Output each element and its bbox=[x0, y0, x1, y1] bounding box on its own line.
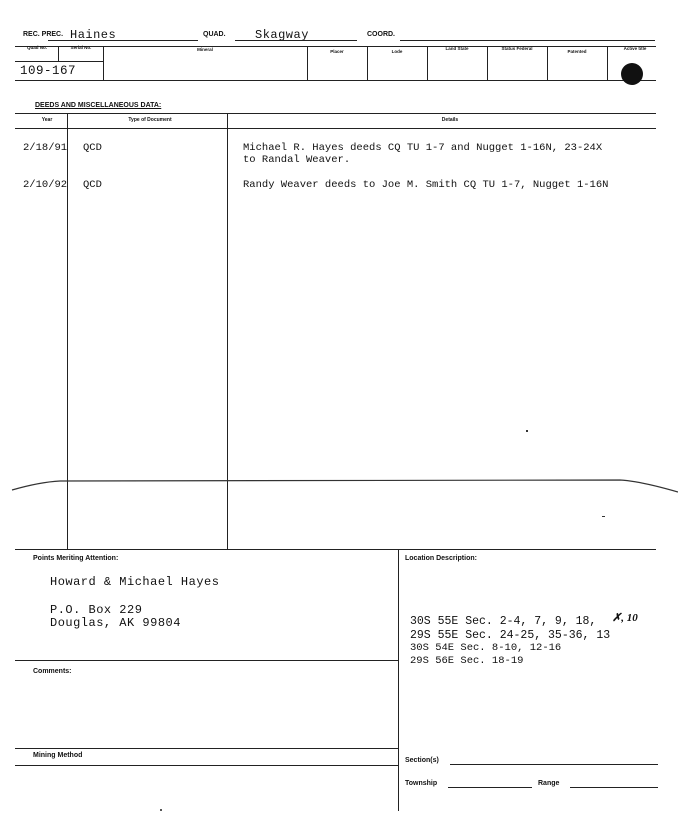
col-land-state: Land State bbox=[445, 46, 469, 51]
col-serial-no: Serial No. bbox=[70, 45, 92, 50]
mining-method-divider bbox=[15, 748, 398, 749]
header-grid-line bbox=[487, 46, 488, 80]
sections-underline bbox=[450, 764, 658, 765]
page-fold-line bbox=[0, 470, 678, 500]
rec-prec-underline bbox=[48, 40, 198, 41]
hole-punch-mark bbox=[621, 63, 643, 85]
rec-prec-value: Haines bbox=[70, 28, 117, 42]
deed-details-cont: to Randal Weaver. bbox=[243, 154, 351, 166]
speck bbox=[160, 809, 162, 811]
deed-details: Michael R. Hayes deeds CQ TU 1-7 and Nugget 1-16N, 23-24X bbox=[243, 142, 603, 154]
header-grid-bottom bbox=[15, 80, 656, 81]
quad-underline bbox=[235, 40, 357, 41]
deeds-header-bottom bbox=[15, 128, 656, 129]
deed-type: QCD bbox=[83, 179, 102, 191]
col-active-title: Active title bbox=[623, 46, 647, 51]
header-grid-line bbox=[307, 46, 308, 80]
location-line: 30S 55E Sec. 2-4, 7, 9, 18, bbox=[410, 615, 597, 628]
points-address-2: Douglas, AK 99804 bbox=[50, 616, 181, 630]
speck bbox=[602, 516, 605, 517]
location-line: 29S 55E Sec. 24-25, 35-36, 13 bbox=[410, 629, 611, 642]
deed-year: 2/18/91 bbox=[23, 142, 68, 154]
deeds-table-top bbox=[15, 113, 656, 114]
quad-label: QUAD. bbox=[203, 31, 226, 38]
header-grid-line bbox=[103, 46, 104, 80]
quad-serial-value: 109-167 bbox=[20, 64, 77, 78]
deeds-section-title: DEEDS AND MISCELLANEOUS DATA: bbox=[35, 102, 162, 109]
col-mineral: Mineral bbox=[197, 47, 213, 52]
header-grid-line bbox=[58, 46, 59, 61]
deed-details: Randy Weaver deeds to Joe M. Smith CQ TU 1-7, Nugget 1-16N bbox=[243, 179, 609, 191]
township-label: Township bbox=[405, 780, 438, 787]
col-year: Year bbox=[41, 117, 53, 123]
header-grid-line bbox=[15, 61, 103, 62]
range-underline bbox=[570, 787, 658, 788]
handwritten-addition: ✗, 10 bbox=[612, 612, 638, 624]
range-label: Range bbox=[538, 780, 560, 787]
bottom-col-divider bbox=[398, 549, 399, 811]
deed-type: QCD bbox=[83, 142, 102, 154]
col-placer: Placer bbox=[330, 49, 344, 54]
township-underline bbox=[448, 787, 532, 788]
col-status-federal: Status Federal bbox=[501, 46, 533, 51]
header-grid-line bbox=[15, 46, 656, 47]
header-grid-line bbox=[367, 46, 368, 80]
sections-label: Section(s) bbox=[405, 757, 439, 764]
header-grid-line bbox=[427, 46, 428, 80]
points-name: Howard & Michael Hayes bbox=[50, 575, 220, 589]
deeds-table-bottom bbox=[15, 549, 656, 550]
location-line: 29S 56E Sec. 18-19 bbox=[410, 655, 524, 667]
location-line: 30S 54E Sec. 8-10, 12-16 bbox=[410, 642, 562, 654]
mining-method-label: Mining Method bbox=[33, 752, 83, 759]
mining-method-line bbox=[15, 765, 398, 766]
col-patented: Patented bbox=[567, 49, 587, 54]
points-label: Points Meriting Attention: bbox=[33, 555, 119, 562]
coord-underline bbox=[400, 40, 655, 41]
location-label: Location Description: bbox=[405, 555, 477, 562]
speck bbox=[526, 430, 528, 432]
col-details: Details bbox=[441, 117, 459, 123]
header-grid-line bbox=[547, 46, 548, 80]
comments-label: Comments: bbox=[33, 668, 72, 675]
coord-label: COORD. bbox=[367, 31, 395, 38]
comments-divider bbox=[15, 660, 398, 661]
col-lode: Lode bbox=[391, 49, 403, 54]
deed-year: 2/10/92 bbox=[23, 179, 68, 191]
quad-value: Skagway bbox=[255, 28, 309, 42]
rec-prec-label: REC. PREC. bbox=[23, 31, 64, 38]
header-grid-line bbox=[607, 46, 608, 80]
points-address-1: P.O. Box 229 bbox=[50, 603, 143, 617]
col-type: Type of Document bbox=[128, 117, 172, 123]
col-quad-no: Quad No. bbox=[27, 45, 47, 50]
